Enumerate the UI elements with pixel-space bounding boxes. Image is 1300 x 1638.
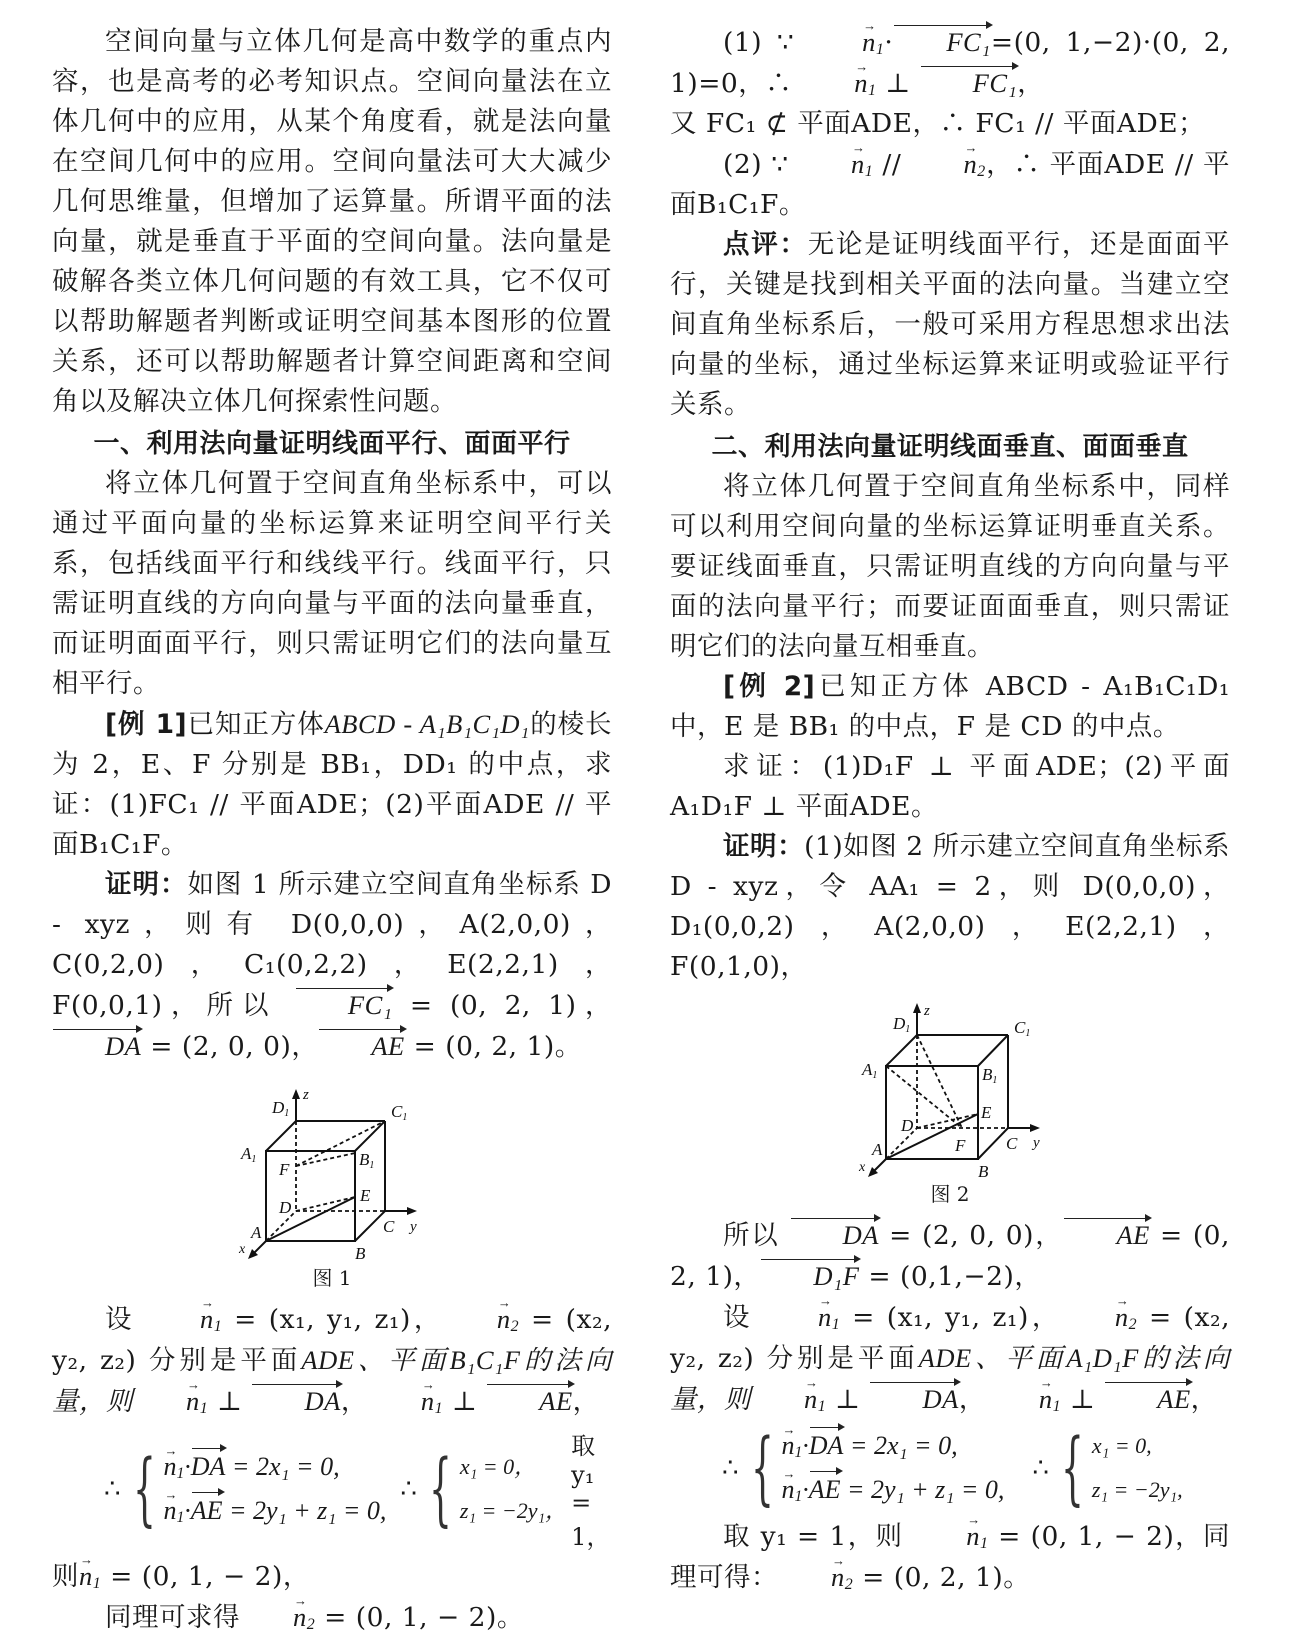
text: (1) ∵ <box>723 27 810 58</box>
perp-symbol: ⊥ <box>876 68 920 99</box>
label-c: C <box>383 1217 395 1236</box>
vector-ae: AE <box>486 1381 572 1421</box>
n-results-2 <box>670 1516 1230 1598</box>
vector-n1: → $n_1$ <box>79 1556 101 1596</box>
text: 则 <box>52 1561 79 1592</box>
label-e: E <box>981 1103 992 1122</box>
vector-n1: → $n_1$ <box>368 1381 443 1421</box>
label-x: x <box>859 1160 866 1175</box>
vector-ae: AE <box>809 1468 841 1512</box>
label-x: x <box>239 1242 246 1257</box>
figure-1 <box>227 1081 437 1293</box>
text: = (0, 1, − 2)， <box>101 1561 310 1592</box>
vector-ae: AE <box>318 1026 404 1066</box>
normal-vectors-setup-2 <box>670 1297 1230 1420</box>
example1-label: [例 1] <box>105 709 188 740</box>
example2-label: [例 2] <box>723 671 816 702</box>
example1-cube: ABCD - A₁B₁C₁D₁ <box>324 709 530 739</box>
label-y: y <box>410 1219 417 1235</box>
perp-symbol: ⊥ <box>826 1384 870 1415</box>
label-z: z <box>303 1087 309 1103</box>
example2-statement <box>670 667 1230 747</box>
comment-text: 无论是证明线面平行，还是面面平行，关键是找到相关平面的法向量。当建立空间直角坐标系后，一般可采用方程思想求出法向量的坐标，通过坐标运算来证明或验证平行关系。 <box>670 229 1231 420</box>
brace: { <box>750 1421 774 1514</box>
text: 所以 <box>723 1220 790 1251</box>
system-rows: → $n_1\cdot DA = 2x_1 = 0$, → $n_1\cdot AE = 2y_1 + z_1 = 0$, <box>781 1424 1004 1512</box>
vector-da: DA <box>191 1445 226 1489</box>
therefore-symbol: ∴ <box>1032 1453 1049 1483</box>
vector-da: DA <box>809 1424 844 1468</box>
text: 设 <box>105 1304 147 1335</box>
vector-ae-value: = (0, 2, 1)。 <box>404 1031 582 1062</box>
text: = (0, 2, 1)， <box>670 1220 1230 1292</box>
perp-symbol: ⊥ <box>443 1386 487 1417</box>
vector-n2: → $n_2$ <box>1062 1297 1137 1337</box>
solution-row: x₁ = 0, <box>1091 1433 1152 1458</box>
example2-prove: 求证：(1)D₁F ⊥ 平面ADE；(2)平面A₁D₁F ⊥ 平面ADE。 <box>670 751 1230 822</box>
section1-paragraph: 将立体几何置于空间直角坐标系中，可以通过平面向量的坐标运算来证明空间平行关系，包括线面平行和线线平行。线面平行，只需证明直线的方向向量与平面的法向量垂直，而证明面面平行，则只需证明它们的法向量互相平行。 <box>52 468 612 699</box>
text: = (0, 2, 1)。 <box>853 1562 1031 1593</box>
figure-2 <box>845 997 1055 1209</box>
comment-label: 点评： <box>723 229 808 260</box>
left-column <box>52 22 612 1638</box>
proof2-label: 证明： <box>723 831 805 862</box>
label-b: B <box>978 1162 989 1177</box>
intro-paragraph: 空间向量与立体几何是高中数学的重点内容，也是高考的必考知识点。空间向量法在立体几何中的应用，从某个角度看，就是法向量在空间几何中的应用。空间向量法可大大减少几何思维量，但增加了运算量。所谓平面的法向量，就是垂直于平面的空间向量。法向量是破解各类立体几何问题的有效工具，它不仅可以帮助解题者判断或证明空间基本图形的位置关系，还可以帮助解题者计算空间距离和空间角以及解决立体几何探索性问题。 <box>52 26 612 417</box>
label-z: z <box>924 1003 930 1019</box>
brace: { <box>428 1442 452 1535</box>
vector-n1: → $n_1$ <box>801 63 876 103</box>
example1-text: 已知正方体 <box>187 709 325 740</box>
proof1-text: 如图 1 所示建立空间直角坐标系 D - xyz，则有 D(0,0,0)，A(2,0,0)，C(0,2,0)，C₁(0,2,2)，E(2,2,1)，F(0,0,1)，所以 <box>52 869 613 1021</box>
normal-vectors-setup-1 <box>52 1299 612 1422</box>
z-axis-arrow <box>292 1089 300 1099</box>
text: ， <box>1190 1384 1218 1415</box>
label-e: E <box>360 1186 371 1205</box>
proof1-label: 证明： <box>105 869 188 900</box>
text: = (x₁, y₁, z₁)， <box>840 1302 1062 1333</box>
label-b1: B1 <box>359 1150 375 1171</box>
vector-n2: → $n_2$ <box>911 144 986 184</box>
section2-paragraph: 将立体几何置于空间直角坐标系中，同样可以利用空间向量的坐标运算证明垂直关系。要证线面垂直，只需证明直线的方向向量与平面的法向量平行；而要证面面垂直，则只需证明它们的法向量互相垂直。 <box>670 471 1230 662</box>
text: 设 <box>723 1302 765 1333</box>
figure-2-caption: 图 2 <box>930 1182 970 1206</box>
example2-text: 已知正方体 ABCD - A₁B₁C₁D₁ 中，E 是 BB₁ 的中点，F 是 CD 的中点。 <box>670 671 1230 742</box>
label-f: F <box>279 1160 290 1179</box>
vector-n1: → $n_1$ <box>809 22 884 62</box>
proof-step-2 <box>670 144 1230 225</box>
text: = (x₂, y₂, z₂) 分别是平面 <box>670 1302 1230 1374</box>
text: ADE、平面B₁C₁F的法向量，则 <box>52 1345 612 1416</box>
vector-n1: → $n_1$ <box>913 1516 988 1556</box>
text: ， <box>1017 68 1045 99</box>
solution-rows <box>1092 1424 1183 1512</box>
vector-da-value: = (2, 0, 0)， <box>141 1031 319 1062</box>
cube-diagram-2 <box>845 997 1055 1177</box>
label-c1: C1 <box>1014 1018 1031 1039</box>
z-axis-arrow <box>913 1003 921 1013</box>
label-a1: A1 <box>241 1144 257 1165</box>
therefore-symbol: ∴ <box>400 1474 417 1504</box>
text: 同理可求得 <box>105 1602 240 1633</box>
text: ADE、平面A₁D₁F的法向量，则 <box>670 1343 1230 1414</box>
vector-ae: AE <box>191 1489 223 1533</box>
vector-n1: → $n_1$ <box>765 1297 840 1337</box>
text: = (0, 1, − 2)。 <box>315 1602 524 1633</box>
label-d: D <box>279 1198 292 1217</box>
equation-row: = 2x₁ = 0, <box>843 1431 958 1460</box>
example1-text-b: 的棱长为 2，E、F 分别是 BB₁，DD₁ 的中点，求证：(1)FC₁ // 平面ADE；(2)平面ADE // 平面B₁C₁F。 <box>52 709 613 860</box>
section1-heading: 一、利用法向量证明线面平行、面面平行 <box>93 429 571 459</box>
vector-fc1-value: = (0, 2, 1)， <box>392 990 612 1021</box>
vector-d1f: D₁F <box>760 1256 859 1296</box>
equation-system-2 <box>722 1421 1230 1514</box>
vector-n1: → $n_1$ <box>147 1299 222 1339</box>
proof2-text: (1)如图 2 所示建立空间直角坐标系 D - xyz，令 AA₁ = 2，则 D(0,0,0)，D₁(0,0,2)，A(2,0,0)，E(2,2,1)，F(0,1,0)， <box>670 831 1230 982</box>
vector-n2: → $n_2$ <box>444 1299 519 1339</box>
take-y1: 取 y₁ = 1， <box>571 1432 611 1551</box>
text: = (2, 0, 0)， <box>878 1220 1064 1251</box>
vector-ae: AE <box>1104 1379 1190 1419</box>
n1-result-1 <box>52 1556 612 1597</box>
equation-row: = 2y₁ + z₁ = 0, <box>840 1475 1005 1504</box>
label-c1: C1 <box>391 1102 408 1123</box>
solution-row: z₁ = −2y₁， <box>459 1498 568 1523</box>
comment-paragraph <box>670 225 1230 425</box>
label-b: B <box>355 1244 366 1261</box>
n2-result-1 <box>52 1597 612 1638</box>
text: = (0,1,−2)， <box>859 1261 1042 1292</box>
label-d1: D1 <box>272 1098 290 1119</box>
vector-ae: AE <box>1063 1215 1149 1255</box>
vector-n2: → $n_2$ <box>778 1557 853 1597</box>
figure-1-caption: 图 1 <box>312 1266 352 1290</box>
label-a: A <box>872 1140 883 1159</box>
right-column <box>670 22 1230 1598</box>
y-axis-arrow <box>1030 1124 1040 1132</box>
vector-da: DA <box>251 1381 340 1421</box>
vector-fc1: FC₁ <box>893 22 991 62</box>
vector-n1: → $n_1$ <box>798 144 873 184</box>
section2-heading: 二、利用法向量证明线面垂直、面面垂直 <box>711 432 1189 462</box>
text: = (x₁, y₁, z₁)， <box>222 1304 444 1335</box>
vector-fc1: FC₁ <box>920 63 1018 103</box>
equation-row: = 2x₁ = 0, <box>225 1452 340 1481</box>
solution-rows <box>460 1445 567 1533</box>
therefore-symbol: ∴ <box>104 1474 121 1504</box>
vector-n1: → $n_1$ <box>986 1379 1061 1419</box>
therefore-symbol: ∴ <box>722 1453 739 1483</box>
solution-row: x₁ = 0， <box>459 1454 537 1479</box>
text: ， <box>572 1386 600 1417</box>
perp-symbol: ⊥ <box>1061 1384 1105 1415</box>
system-rows: → $n_1\cdot DA = 2x_1 = 0$, → $n_1\cdot AE = 2y_1 + z_1 = 0$, <box>163 1445 386 1533</box>
text: 取 y₁ = 1，则 <box>723 1521 914 1552</box>
proof-step-1b: 又 FC₁ ⊄ 平面ADE，∴ FC₁ // 平面ADE； <box>670 108 1206 139</box>
vector-n1: → $n_1$ <box>751 1379 826 1419</box>
perp-symbol: ⊥ <box>208 1386 252 1417</box>
label-d: D <box>901 1116 914 1135</box>
label-a1: A1 <box>862 1060 878 1081</box>
label-a: A <box>251 1223 262 1242</box>
equation-row: = 2y₁ + z₁ = 0, <box>222 1496 387 1525</box>
solution-row: z₁ = −2y₁, <box>1091 1477 1183 1502</box>
proof-step-1: (1) ∵ → $n_1\cdot FC_1=(0$, 1,−2)·(0, 2, 1)=0，∴ → $n_1$ ⊥ FC₁， <box>670 22 1230 104</box>
text: =(0, 1,−2)·(0, 2, 1)=0，∴ <box>670 27 1230 99</box>
cube-diagram-1 <box>227 1081 437 1261</box>
vector-n2: → $n_2$ <box>240 1597 315 1637</box>
y-axis-arrow <box>407 1207 417 1215</box>
label-y: y <box>1033 1135 1040 1151</box>
label-c: C <box>1006 1134 1018 1153</box>
text: // <box>873 149 911 180</box>
vector-da: DA <box>869 1379 958 1419</box>
text: ，∴ 平面ADE // 平面B₁C₁F。 <box>670 149 1230 220</box>
equation-system-1 <box>104 1426 612 1552</box>
vector-da: DA <box>790 1215 879 1255</box>
text: ， <box>958 1384 986 1415</box>
text: (2) ∵ <box>723 149 798 180</box>
label-b1: B1 <box>982 1065 998 1086</box>
text: = (x₂, y₂, z₂) 分别是平面 <box>52 1304 612 1376</box>
vector-n1: → $n_1$ <box>133 1381 208 1421</box>
brace: { <box>132 1442 156 1535</box>
label-f: F <box>955 1136 966 1155</box>
vectors-paragraph-2 <box>670 1215 1230 1297</box>
text: = (0, 1, − 2)，同理可得： <box>670 1521 1230 1593</box>
vector-fc1: FC₁ <box>295 985 393 1025</box>
text: ， <box>340 1386 368 1417</box>
label-d1: D1 <box>893 1014 911 1035</box>
proof1-paragraph <box>52 865 612 1067</box>
proof2-paragraph <box>670 827 1230 987</box>
brace: { <box>1060 1421 1084 1514</box>
example1-statement <box>52 704 612 865</box>
vector-da: DA <box>52 1026 141 1066</box>
